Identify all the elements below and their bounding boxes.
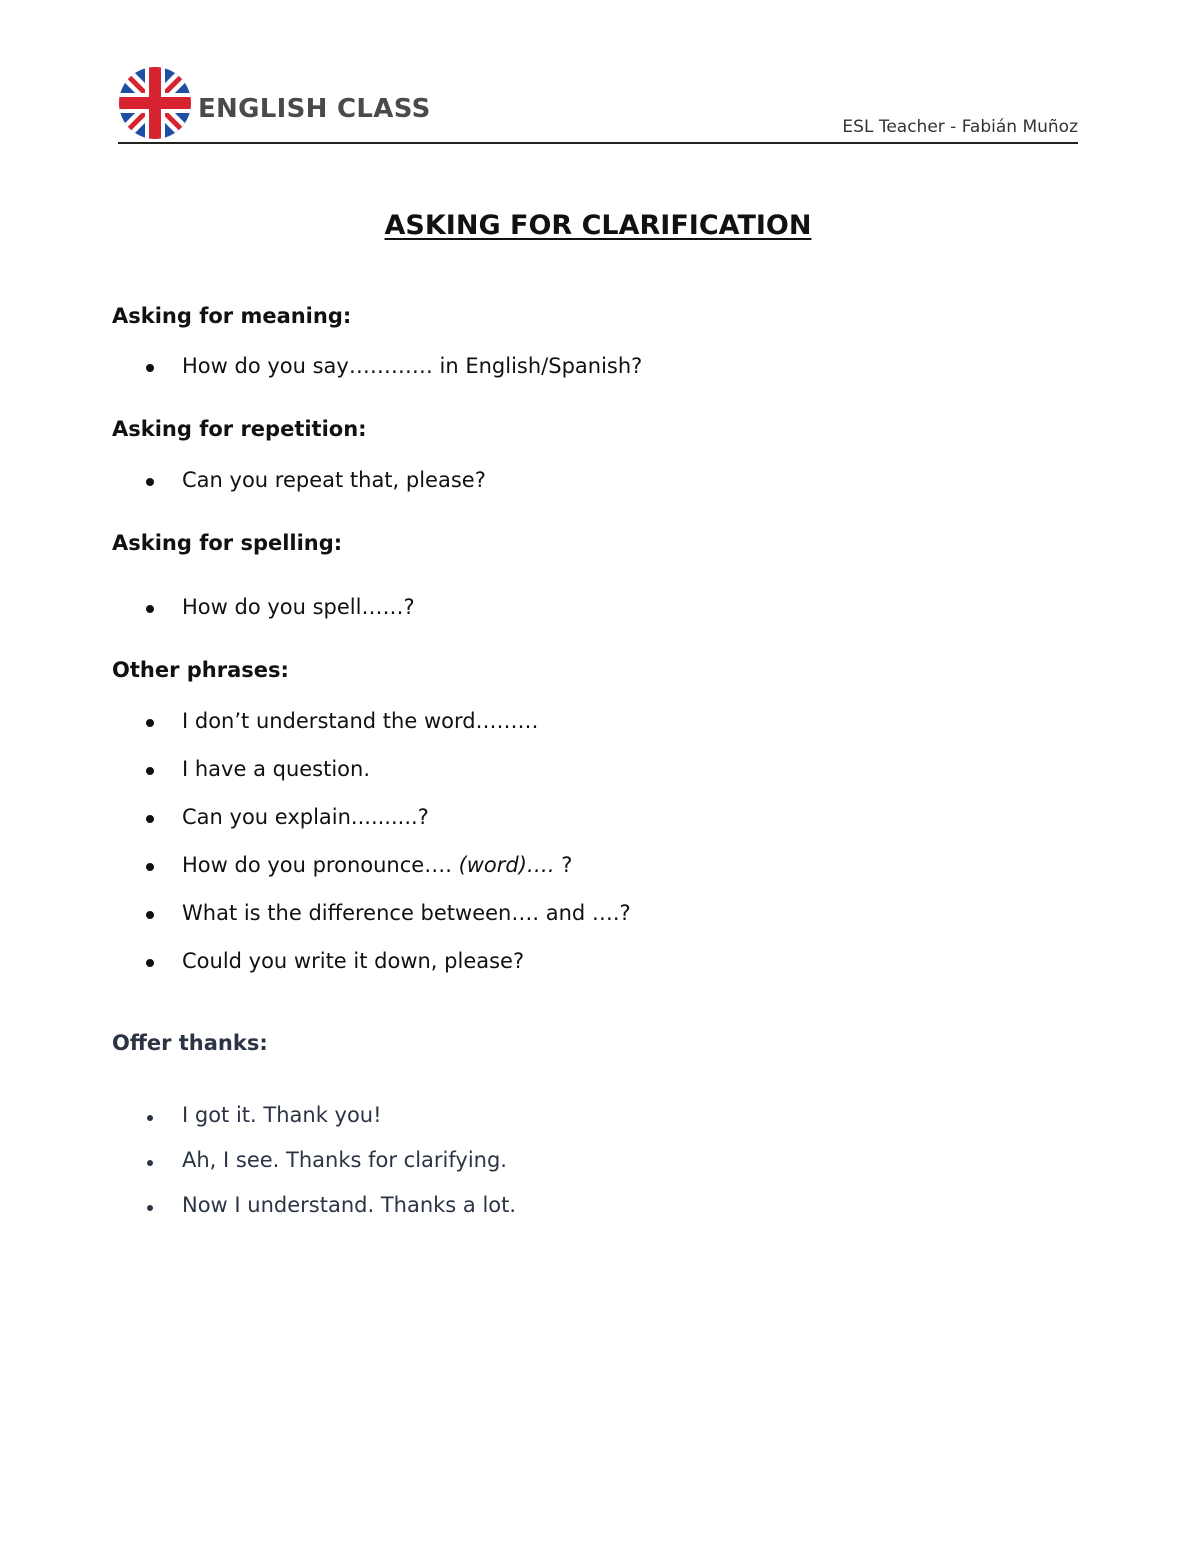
list-item-text: What is the difference between…. and ….? [182, 901, 631, 925]
bullet-icon [147, 1160, 153, 1166]
pronounce-word: (word)…. [458, 853, 562, 877]
bullet-icon [146, 815, 154, 823]
bullet-icon [146, 767, 154, 775]
bullet-icon [146, 911, 154, 919]
logo-text: ENGLISH CLASS [198, 94, 431, 124]
bullet-icon [147, 1115, 153, 1121]
pronounce-suffix: ? [561, 853, 573, 877]
section-heading-thanks: Offer thanks: [112, 1031, 268, 1055]
section-heading-repetition: Asking for repetition: [112, 417, 367, 441]
list-item-text: Ah, I see. Thanks for clarifying. [182, 1148, 507, 1172]
list-item-text: Can you repeat that, please? [182, 468, 486, 492]
list-item-text: Could you write it down, please? [182, 949, 525, 973]
list-item-text: I got it. Thank you! [182, 1103, 382, 1127]
list-item-text: I don’t understand the word……… [182, 709, 539, 733]
list-item-text: How do you say………… in English/Spanish? [182, 354, 643, 378]
list-item-text [182, 853, 572, 877]
bullet-icon [146, 719, 154, 727]
section-heading-other: Other phrases: [112, 658, 289, 682]
page-title: ASKING FOR CLARIFICATION [384, 210, 812, 241]
bullet-icon [146, 863, 154, 871]
list-item-text: Now I understand. Thanks a lot. [182, 1193, 517, 1217]
bullet-icon [146, 959, 154, 967]
bullet-icon [146, 605, 154, 613]
section-heading-spelling: Asking for spelling: [112, 531, 343, 555]
bullet-icon [146, 364, 154, 372]
bullet-icon [147, 1205, 153, 1211]
teacher-name: ESL Teacher - Fabián Muñoz [842, 117, 1078, 137]
section-heading-meaning: Asking for meaning: [112, 304, 352, 328]
uk-flag-icon [118, 66, 192, 140]
list-item-text: How do you spell……? [182, 595, 415, 619]
header-divider [118, 142, 1078, 144]
page-header [118, 66, 1078, 146]
pronounce-prefix: How do you pronounce…. [182, 853, 452, 877]
bullet-icon [146, 478, 154, 486]
list-item-text: Can you explain..........? [182, 805, 429, 829]
list-item-text: I have a question. [182, 757, 371, 781]
